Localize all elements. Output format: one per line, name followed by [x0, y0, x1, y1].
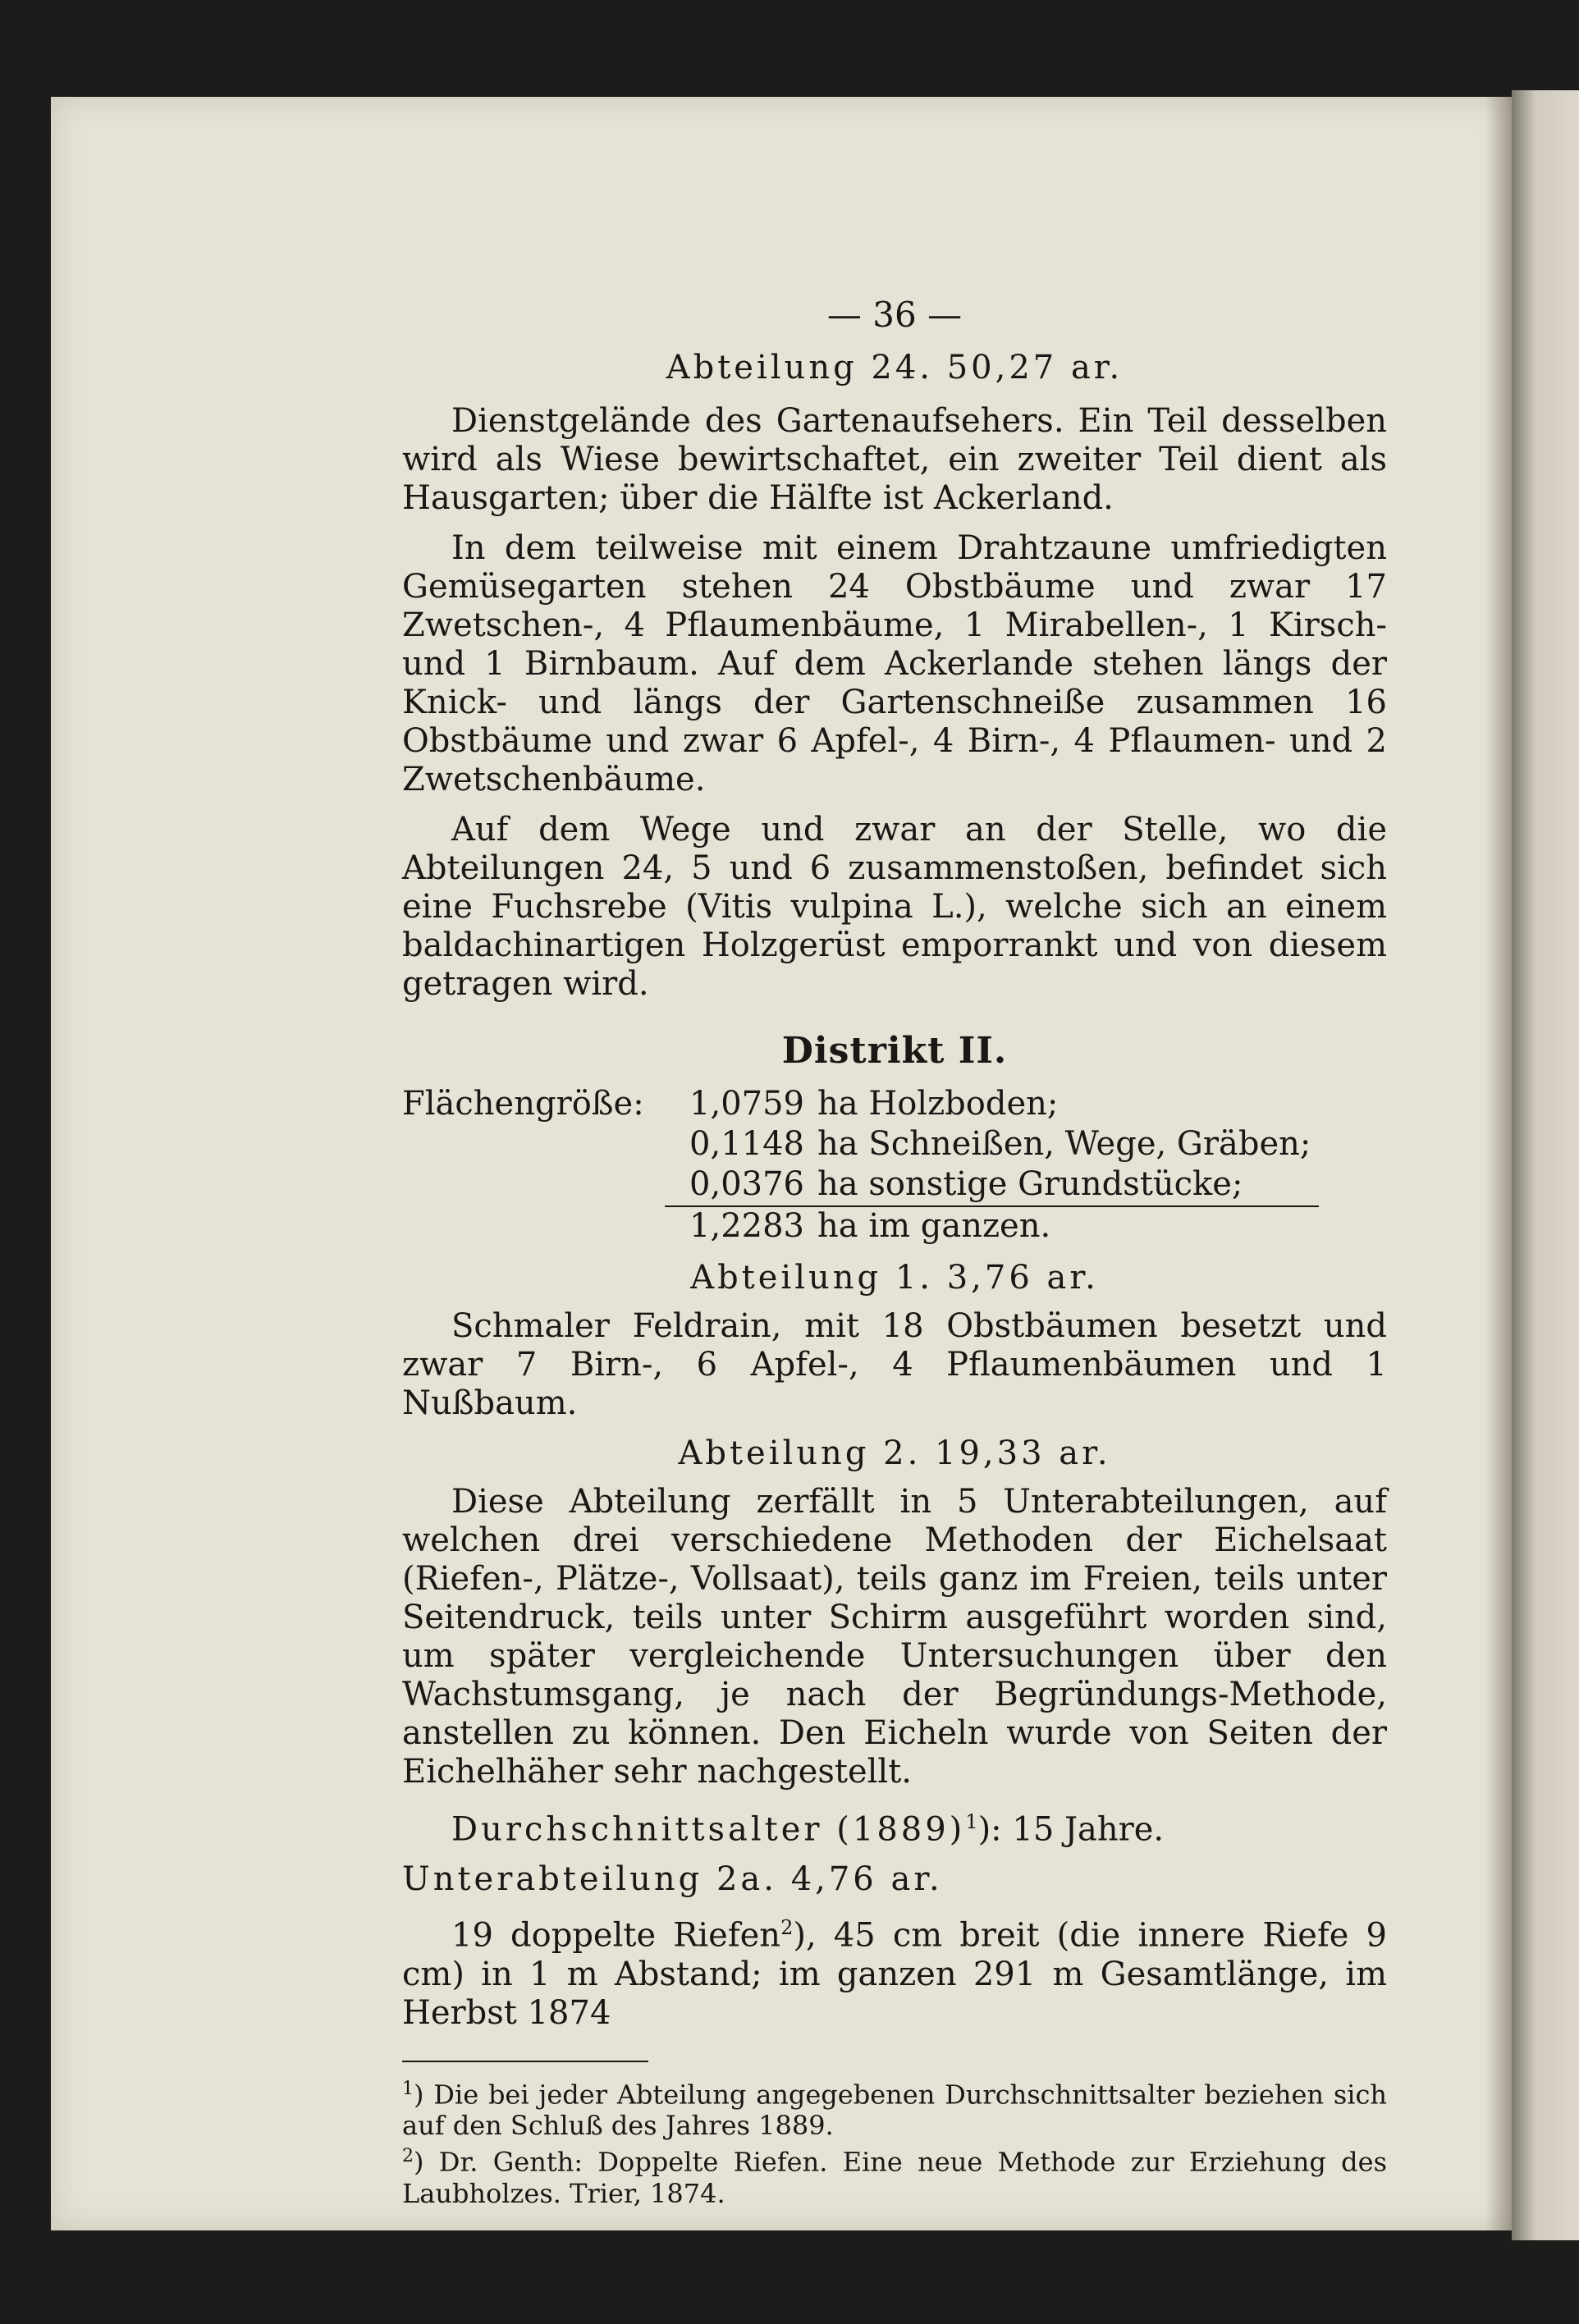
area-description: ha sonstige Grundstücke; [817, 1165, 1243, 1203]
area-description: ha Schneißen, Wege, Gräben; [817, 1125, 1311, 1163]
footnote [402, 2141, 1387, 2209]
area-description: ha Holzboden; [817, 1085, 1059, 1123]
age-value: : 15 Jahre. [991, 1810, 1165, 1849]
footnote-mark: 1 [402, 2078, 414, 2099]
next-page-edge [1512, 90, 1579, 2240]
age-label: Durchschnittsalter (1889) [451, 1810, 966, 1849]
text-run: 19 doppelte Riefen [451, 1916, 781, 1955]
paragraph [402, 1909, 1387, 2032]
page-text [402, 295, 1387, 2209]
text-run: ), 45 cm breit (die innere Riefe 9 cm) in 1 m Abstand; im ganzen 291 m Gesamtlänge, im Herbst 1874 [402, 1916, 1387, 2032]
area-total-row [402, 1206, 1319, 1247]
footnote-marker: 1 [965, 1810, 978, 1833]
distrikt-heading: Distrikt II. [781, 1030, 1008, 1072]
area-label: Flächengröße: [402, 1085, 644, 1123]
footnote-mark: 2 [402, 2146, 414, 2167]
area-row [402, 1085, 1319, 1125]
area-table [402, 1085, 1319, 1247]
paragraph: Diese Abteilung zerfällt in 5 Unterabteilungen, auf welchen drei verschiedene Methoden der Eichelsaat (Riefen-, Plätze-, Vollsaat), teils ganz im Freien, teils unter Seitendruck, teils unter Schirm ausgeführt worden sind, um später vergleichende Untersuchungen über den Wachstumsgang, je nach der Begründungs-Methode, anstellen zu können. Den Eicheln wurde von Seiten der Eichelhäher sehr nachgestellt. [402, 1483, 1387, 1791]
footnote-marker: 2 [780, 1916, 794, 1940]
section-heading-abteilung-1: Abteilung 1. 3,76 ar. [690, 1259, 1099, 1297]
age-line: Durchschnittsalter $(1889)^1$): 15 Jahre. [451, 1810, 1165, 1849]
area-value: 0,1148 [689, 1125, 804, 1163]
area-total-description: ha im ganzen. [817, 1206, 1319, 1247]
footnote [402, 2074, 1387, 2142]
footnote-divider [402, 2061, 648, 2062]
area-value: 1,0759 [689, 1085, 804, 1123]
footnote-text: ) Dr. Genth: Doppelte Riefen. Eine neue Methode zur Erziehung des Laubholzes. Trier, 1874. [402, 2146, 1387, 2209]
area-value: 0,0376 [689, 1165, 804, 1203]
footnote-text: ) Die bei jeder Abteilung angegebenen Durchschnittsalter beziehen sich auf den Schluß des Jahres 1889. [402, 2079, 1387, 2142]
paragraph: Schmaler Feldrain, mit 18 Obstbäumen besetzt und zwar 7 Birn-, 6 Apfel-, 4 Pflaumenbäumen und 1 Nußbaum. [402, 1307, 1387, 1422]
page-number: — 36 — [826, 295, 963, 335]
area-row [402, 1125, 1319, 1165]
paragraph: Dienstgelände des Gartenaufsehers. Ein Teil desselben wird als Wiese bewirtschaftet, ein zweiter Teil dient als Hausgarten; über die Hälfte ist Ackerland. [402, 402, 1387, 517]
section-heading-unterabteilung-2a: Unterabteilung 2a. 4,76 ar. [402, 1860, 943, 1899]
area-row [402, 1165, 1319, 1206]
paragraph: In dem teilweise mit einem Drahtzaune umfriedigten Gemüsegarten stehen 24 Obstbäume und zwar 17 Zwetschen-, 4 Pflaumenbäume, 1 Mirabellen-, 1 Kirsch- und 1 Birnbaum. Auf dem Ackerlande stehen längs der Knick- und längs der Gartenschneiße zusammen 16 Obstbäume und zwar 6 Apfel-, 4 Birn-, 4 Pflaumen- und 2 Zwetschenbäume. [402, 529, 1387, 798]
section-heading-abteilung-2: Abteilung 2. 19,33 ar. [678, 1434, 1111, 1472]
paragraph: Auf dem Wege und zwar an der Stelle, wo die Abteilungen 24, 5 und 6 zusammenstoßen, befindet sich eine Fuchsrebe (Vitis vulpina L.), welche sich an einem baldachinartigen Holzgerüst emporrankt und von diesem getragen wird. [402, 811, 1387, 1003]
area-total-value: 1,2283 [665, 1206, 817, 1247]
section-heading-abteilung-24: Abteilung 24. 50,27 ar. [666, 349, 1124, 387]
